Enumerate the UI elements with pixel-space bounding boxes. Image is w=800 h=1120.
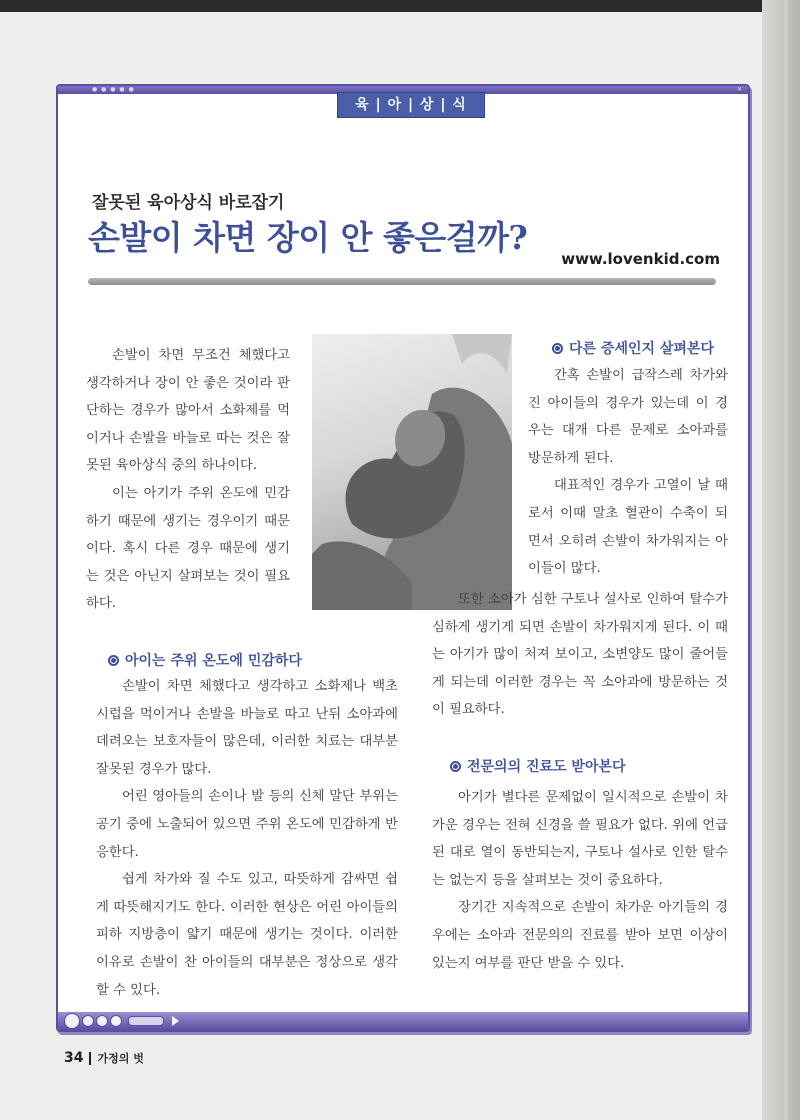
frame-dots-icon: ● ● ● ● ● — [92, 86, 135, 93]
title-divider — [88, 278, 716, 285]
section-heading-text: 전문의의 진료도 받아본다 — [467, 759, 626, 775]
circle-button-icon — [110, 1015, 122, 1027]
scan-right-edge — [762, 0, 800, 1120]
scan-top-edge — [0, 0, 800, 12]
section-body-symptoms-narrow — [528, 362, 728, 583]
category-banner: 육 | 아 | 상 | 식 — [337, 92, 485, 118]
scan-right-edge-line — [784, 0, 788, 1120]
paragraph: 어린 영아들의 손이나 발 등의 신체 말단 부위는 공기 중에 노출되어 있으면 주위 온도에 민감하게 반응한다. — [96, 789, 398, 860]
play-icon — [172, 1016, 179, 1026]
section-heading-text: 다른 증세인지 살펴본다 — [569, 341, 714, 357]
page-footer — [64, 1050, 144, 1066]
section-heading-text: 아이는 주위 온도에 민감하다 — [125, 653, 302, 669]
record-icon — [64, 1013, 80, 1029]
page-number: 34 — [64, 1050, 84, 1066]
circle-button-icon — [82, 1015, 94, 1027]
footer-divider — [89, 1052, 91, 1065]
circle-button-icon — [96, 1015, 108, 1027]
bullet-circle-icon — [108, 655, 119, 666]
bullet-circle-icon — [552, 343, 563, 354]
magazine-name: 가정의 벗 — [97, 1052, 144, 1065]
section-heading-specialist — [450, 756, 626, 776]
paragraph: 또한 소아가 심한 구토나 설사로 인하여 탈수가 심하게 생기게 되면 손발이 차가워지게 된다. 이 때는 아기가 많이 처져 보이고, 소변양도 많이 줄어들게 되는데 이러한 경우는 꼭 소아과에 방문하는 것이 필요하다. — [432, 592, 728, 718]
intro-text — [86, 342, 290, 618]
media-controls — [64, 1013, 179, 1029]
paragraph: 손발이 차면 무조건 체했다고 생각하거나 장이 안 좋은 것이라 판단하는 경우가 많아서 소화제를 먹이거나 손발을 바늘로 따는 것은 잘못된 육아상식 중의 하나이다. — [86, 348, 290, 474]
paragraph: 쉽게 차가와 질 수도 있고, 따뜻하게 감싸면 쉽게 따뜻해지기도 한다. 이러한 현상은 어린 아이들의 피하 지방층이 얇기 때문에 생기는 것이다. 이러한 이유로 손발이 찬 아이들의 대부분은 정상으로 생각할 수 있다. — [96, 872, 398, 998]
paragraph: 간혹 손발이 급작스레 차가와진 아이들의 경우가 있는데 이 경우는 대개 다른 문제로 소아과를 방문하게 된다. — [528, 368, 728, 466]
paragraph: 장기간 지속적으로 손발이 차가운 아기들의 경우에는 소아과 전문의의 진료를 받아 보면 이상이 있는지 여부를 판단 받을 수 있다. — [432, 900, 728, 971]
bullet-circle-icon — [450, 761, 461, 772]
section-body-specialist — [432, 784, 728, 977]
progress-pill-icon — [128, 1016, 164, 1026]
section-body-temperature — [96, 673, 398, 1004]
source-url: www.lovenkid.com — [561, 250, 720, 268]
baby-foot-in-hand-icon — [312, 334, 512, 610]
article-frame — [56, 84, 750, 1032]
article-subtitle: 잘못된 육아상식 바로잡기 — [92, 193, 285, 213]
baby-foot-photo — [312, 334, 512, 610]
section-body-symptoms-wide — [432, 586, 728, 724]
frame-control-bar — [58, 1012, 748, 1030]
paragraph: 이는 아기가 주위 온도에 민감하기 때문에 생기는 경우이기 때문이다. 혹시 다른 경우 때문에 생기는 것은 아닌지 살펴보는 것이 필요하다. — [86, 485, 290, 612]
section-heading-temperature — [108, 650, 302, 670]
paragraph: 대표적인 경우가 고열이 날 때로서 이때 말초 혈관이 수축이 되면서 오히려 손발이 차가워지는 아이들이 많다. — [528, 478, 728, 577]
article-title: 손발이 차면 장이 안 좋은걸까? — [88, 218, 528, 257]
paragraph: 아기가 별다른 문제없이 일시적으로 손발이 차가운 경우는 전혀 신경을 쓸 필요가 없다. 위에 언급된 대로 열이 동반되는지, 구토나 설사로 인한 탈수는 없는지 등을 살펴보는 것이 중요하다. — [432, 790, 728, 888]
close-icon: ✕ — [736, 86, 742, 93]
section-heading-symptoms — [552, 338, 714, 358]
paragraph: 손발이 차면 체했다고 생각하고 소화제나 백초시럽을 먹이거나 손발을 바늘로 따고 난뒤 소아과에 데려오는 보호자들이 많은데, 이러한 치료는 대부분 잘못된 경우가 많다. — [96, 679, 398, 777]
